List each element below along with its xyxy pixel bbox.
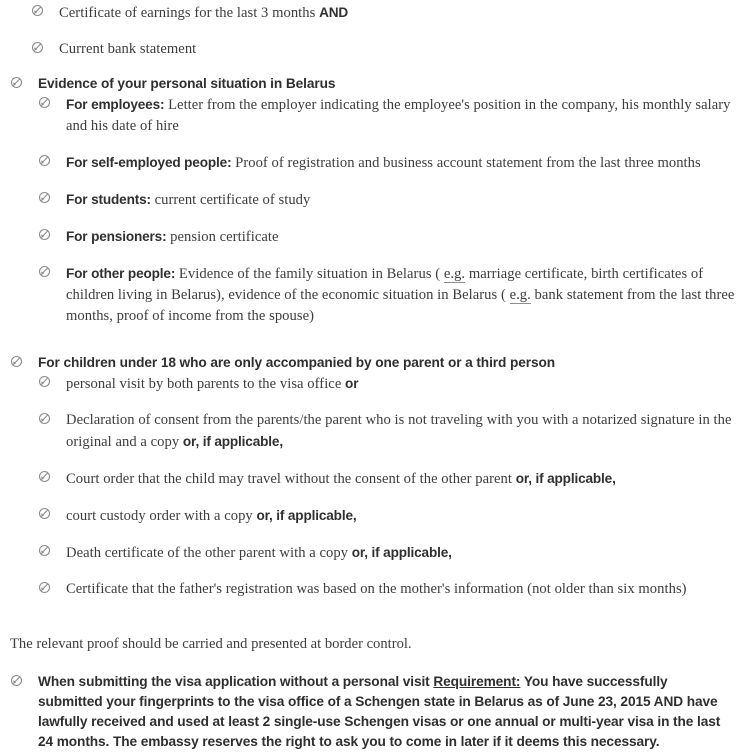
- list-item-text: [66, 410, 742, 453]
- item-body-text: current certificate of study: [150, 192, 311, 208]
- circled-slash-bullet-icon: [38, 507, 51, 520]
- item-body-text: Death certificate of the other parent with a copy: [66, 545, 352, 561]
- list-item: [38, 579, 742, 600]
- item-text-bold: or, if applicable,: [256, 508, 357, 523]
- circled-slash-bullet-icon: [31, 41, 44, 54]
- list-item-text: [66, 189, 738, 211]
- list-item-text: [66, 373, 742, 395]
- children-under-18-sublist: [38, 373, 742, 600]
- personal-situation-section: [0, 74, 742, 327]
- item-label-bold: For employees:: [66, 97, 165, 112]
- circled-slash-bullet-icon: [38, 412, 51, 425]
- circled-slash-bullet-icon: [38, 581, 51, 594]
- financial-means-list: [21, 2, 742, 60]
- spellcheck-underlined-text: e.g.: [443, 266, 466, 282]
- without-personal-visit-section: [0, 672, 742, 752]
- list-item-text: [66, 94, 738, 137]
- item-body-text-1: When submitting the visa application without a personal visit: [38, 674, 434, 689]
- circled-slash-bullet-icon: [38, 375, 51, 388]
- border-control-note-text: The relevant proof should be carried and presented at border control.: [10, 636, 412, 652]
- item-label-bold: For self-employed people:: [66, 155, 232, 170]
- item-text-bold: AND: [319, 5, 349, 20]
- personal-situation-sublist: [38, 94, 742, 327]
- item-label-bold: For students:: [66, 192, 151, 207]
- item-body-text: Letter from the employer indicating the employee's position in the company, his monthly salary and his date of hire: [66, 97, 731, 134]
- personal-situation-list: [0, 74, 742, 327]
- list-item: [31, 2, 742, 24]
- item-text-lead: Certificate of earnings for the last 3 months: [59, 5, 320, 21]
- item-body-text: pension certificate: [166, 229, 279, 245]
- item-body-text: Declaration of consent from the parents/the parent who is not traveling with you with a notarized signature in the original and a copy: [66, 412, 732, 450]
- item-body-text: Court order that the child may travel without the consent of the other parent: [66, 471, 516, 487]
- item-text-bold: or, if applicable,: [351, 545, 452, 560]
- circled-slash-bullet-icon: [38, 544, 51, 557]
- item-body-text-1: Evidence of the family situation in Belarus (: [175, 266, 444, 282]
- spellcheck-underlined-text: e.g.: [509, 287, 531, 303]
- list-item: [38, 505, 742, 527]
- list-item-text: [59, 2, 742, 24]
- without-personal-visit-list: [0, 672, 742, 752]
- item-label-bold: For other people:: [66, 266, 176, 281]
- item-body-text-3: bank statement from the last three months, proof of income from the spouse): [66, 287, 735, 324]
- list-item-text: [66, 468, 742, 490]
- list-item: [38, 263, 742, 327]
- circled-slash-bullet-icon: [31, 4, 44, 17]
- circled-slash-bullet-icon: [10, 674, 23, 687]
- list-item-text: [66, 226, 738, 248]
- circled-slash-bullet-icon: [38, 191, 51, 204]
- children-under-18-list: [0, 353, 742, 600]
- list-item-text: [66, 152, 738, 174]
- item-body-text-2: You have successfully submitted your fingerprints to the visa office of a Schengen state in Belarus as of June 23, 2015 AND have lawfully received and used at least 2 single-use Schengen visas or one annual or multi-year visa in the last 24 months. The embassy reserves the right to ask you to come in later if it deems this necessary.: [38, 674, 721, 749]
- item-label-bold: For pensioners:: [66, 229, 167, 244]
- item-body-text: Proof of registration and business account statement from the last three months: [231, 155, 701, 171]
- section-heading-text: For children under 18 who are only accompanied by one parent or a third person: [38, 355, 555, 370]
- item-body-text-2: marriage certificate, birth certificates of children living in Belarus), evidence of the economic situation in Belarus (: [66, 266, 704, 303]
- item-body-text: personal visit by both parents to the visa office: [66, 376, 346, 392]
- section-heading-text: Evidence of your personal situation in Belarus: [38, 76, 336, 91]
- list-item: [38, 189, 742, 211]
- list-item: [38, 410, 742, 453]
- list-item: [38, 94, 742, 137]
- item-text-bold: or, if applicable,: [182, 434, 283, 449]
- list-item-text: [66, 505, 742, 527]
- list-item: [38, 542, 742, 564]
- list-item: [38, 468, 742, 490]
- circled-slash-bullet-icon: [38, 96, 51, 109]
- list-item-text: Current bank statement: [59, 41, 197, 57]
- requirement-underlined-label: Requirement:: [433, 674, 521, 689]
- list-item-text: Certificate that the father's registration was based on the mother's information (not older than six months): [66, 581, 687, 597]
- circled-slash-bullet-icon: [38, 265, 51, 278]
- section-heading-item: [10, 74, 742, 327]
- list-item: [38, 152, 742, 174]
- circled-slash-bullet-icon: [38, 228, 51, 241]
- list-item: [31, 39, 742, 60]
- list-item-text: [38, 672, 728, 752]
- list-item: [38, 373, 742, 395]
- list-item-text: [66, 542, 742, 564]
- list-item-text: [66, 263, 738, 327]
- financial-means-section: [0, 2, 742, 60]
- item-body-text: court custody order with a copy: [66, 508, 257, 524]
- circled-slash-bullet-icon: [10, 76, 23, 89]
- list-item: [38, 226, 742, 248]
- circled-slash-bullet-icon: [38, 470, 51, 483]
- item-text-bold: or, if applicable,: [515, 471, 616, 486]
- circled-slash-bullet-icon: [10, 355, 23, 368]
- list-item: [10, 672, 742, 752]
- section-heading-item: [10, 353, 742, 600]
- item-text-bold: or: [345, 376, 359, 391]
- circled-slash-bullet-icon: [38, 154, 51, 167]
- border-control-note: [0, 634, 720, 655]
- children-under-18-section: [0, 353, 742, 600]
